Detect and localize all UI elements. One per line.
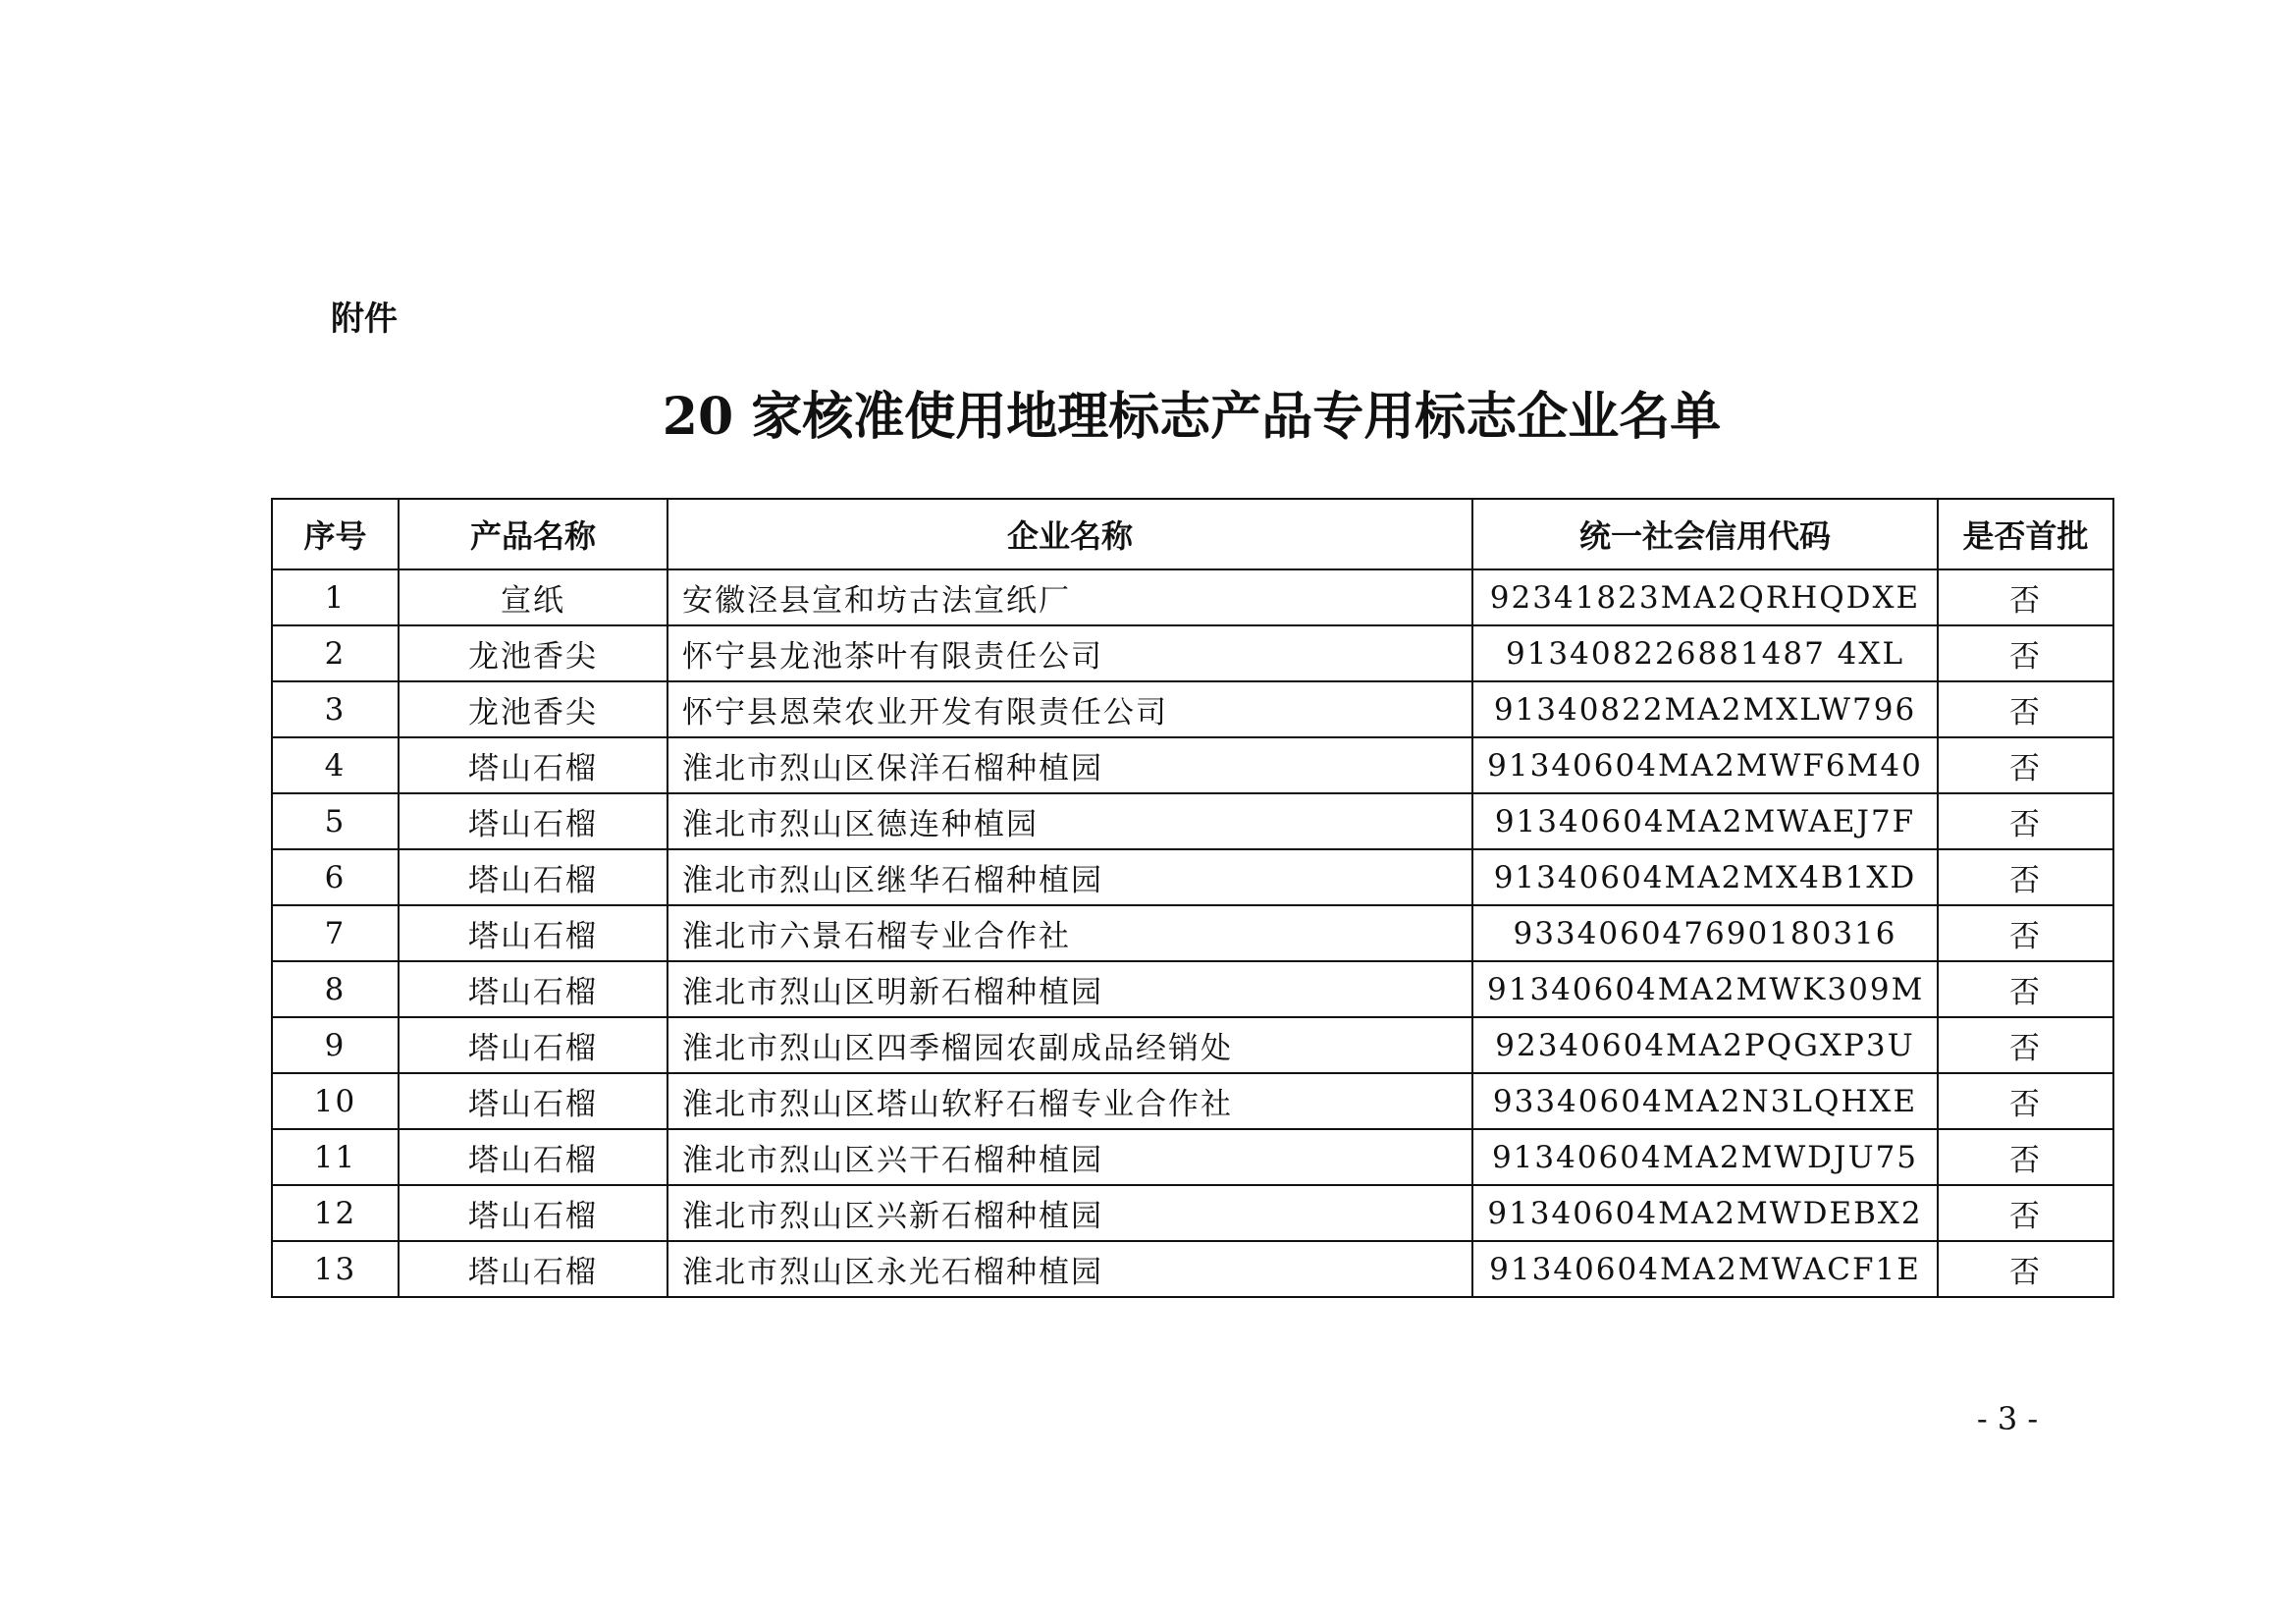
cell-seq: 11 [272,1129,399,1185]
table-row [272,569,2113,625]
table-row [272,737,2113,793]
cell-credit-code: 92340604MA2PQGXP3U [1472,1017,1938,1073]
cell-first-batch: 否 [1938,625,2113,681]
cell-seq: 5 [272,793,399,849]
cell-credit-code: 913408226881487 4XL [1472,625,1938,681]
page-number: - 3 - [1976,1400,2039,1437]
cell-first-batch: 否 [1938,793,2113,849]
cell-product-name: 塔山石榴 [399,737,667,793]
cell-product-name: 宣纸 [399,569,667,625]
cell-first-batch: 否 [1938,681,2113,737]
cell-company-name: 淮北市烈山区明新石榴种植园 [667,961,1472,1017]
cell-product-name: 塔山石榴 [399,1241,667,1297]
cell-first-batch: 否 [1938,737,2113,793]
header-credit-code: 统一社会信用代码 [1472,499,1938,569]
cell-first-batch: 否 [1938,1129,2113,1185]
cell-company-name: 淮北市烈山区塔山软籽石榴专业合作社 [667,1073,1472,1129]
cell-seq: 3 [272,681,399,737]
cell-first-batch: 否 [1938,569,2113,625]
cell-company-name: 淮北市烈山区继华石榴种植园 [667,849,1472,905]
header-seq: 序号 [272,499,399,569]
cell-credit-code: 91340604MA2MWDJU75 [1472,1129,1938,1185]
table-row [272,625,2113,681]
header-first-batch: 是否首批 [1938,499,2113,569]
cell-first-batch: 否 [1938,961,2113,1017]
header-product-name: 产品名称 [399,499,667,569]
cell-credit-code: 91340604MA2MWDEBX2 [1472,1185,1938,1241]
header-company-name: 企业名称 [667,499,1472,569]
cell-credit-code: 91340604MA2MWF6M40 [1472,737,1938,793]
cell-product-name: 塔山石榴 [399,1185,667,1241]
table-body [272,569,2113,1297]
cell-credit-code: 91340604MA2MWACF1E [1472,1241,1938,1297]
table-row [272,961,2113,1017]
cell-credit-code: 91340604MA2MWAEJ7F [1472,793,1938,849]
cell-credit-code: 933406047690180316 [1472,905,1938,961]
cell-first-batch: 否 [1938,1073,2113,1129]
cell-company-name: 怀宁县龙池茶叶有限责任公司 [667,625,1472,681]
cell-seq: 6 [272,849,399,905]
cell-company-name: 淮北市烈山区永光石榴种植园 [667,1241,1472,1297]
table-row [272,849,2113,905]
cell-first-batch: 否 [1938,1185,2113,1241]
cell-seq: 8 [272,961,399,1017]
cell-seq: 12 [272,1185,399,1241]
cell-product-name: 塔山石榴 [399,1073,667,1129]
table-row [272,1185,2113,1241]
cell-first-batch: 否 [1938,849,2113,905]
cell-company-name: 淮北市烈山区兴新石榴种植园 [667,1185,1472,1241]
table-row [272,1241,2113,1297]
cell-product-name: 塔山石榴 [399,905,667,961]
cell-company-name: 淮北市烈山区兴干石榴种植园 [667,1129,1472,1185]
cell-company-name: 淮北市烈山区四季榴园农副成品经销处 [667,1017,1472,1073]
cell-product-name: 塔山石榴 [399,1017,667,1073]
cell-seq: 9 [272,1017,399,1073]
cell-first-batch: 否 [1938,1241,2113,1297]
table-row [272,905,2113,961]
cell-credit-code: 93340604MA2N3LQHXE [1472,1073,1938,1129]
cell-company-name: 淮北市六景石榴专业合作社 [667,905,1472,961]
cell-company-name: 怀宁县恩荣农业开发有限责任公司 [667,681,1472,737]
cell-company-name: 淮北市烈山区保洋石榴种植园 [667,737,1472,793]
attachment-label: 附件 [331,299,398,339]
cell-credit-code: 92341823MA2QRHQDXE [1472,569,1938,625]
table-row [272,681,2113,737]
table-row [272,793,2113,849]
table-header-row [272,499,2113,569]
cell-credit-code: 91340822MA2MXLW796 [1472,681,1938,737]
cell-product-name: 龙池香尖 [399,681,667,737]
cell-product-name: 塔山石榴 [399,849,667,905]
cell-product-name: 龙池香尖 [399,625,667,681]
cell-seq: 13 [272,1241,399,1297]
cell-product-name: 塔山石榴 [399,793,667,849]
cell-first-batch: 否 [1938,1017,2113,1073]
cell-first-batch: 否 [1938,905,2113,961]
cell-seq: 4 [272,737,399,793]
cell-seq: 10 [272,1073,399,1129]
cell-seq: 2 [272,625,399,681]
table-row [272,1073,2113,1129]
enterprise-list-table [271,498,2114,1298]
cell-product-name: 塔山石榴 [399,961,667,1017]
table-row [272,1129,2113,1185]
cell-credit-code: 91340604MA2MX4B1XD [1472,849,1938,905]
table-row [272,1017,2113,1073]
cell-credit-code: 91340604MA2MWK309M [1472,961,1938,1017]
cell-product-name: 塔山石榴 [399,1129,667,1185]
cell-company-name: 安徽泾县宣和坊古法宣纸厂 [667,569,1472,625]
cell-seq: 1 [272,569,399,625]
cell-company-name: 淮北市烈山区德连种植园 [667,793,1472,849]
cell-seq: 7 [272,905,399,961]
document-title: 20 家核准使用地理标志产品专用标志企业名单 [662,387,1722,447]
